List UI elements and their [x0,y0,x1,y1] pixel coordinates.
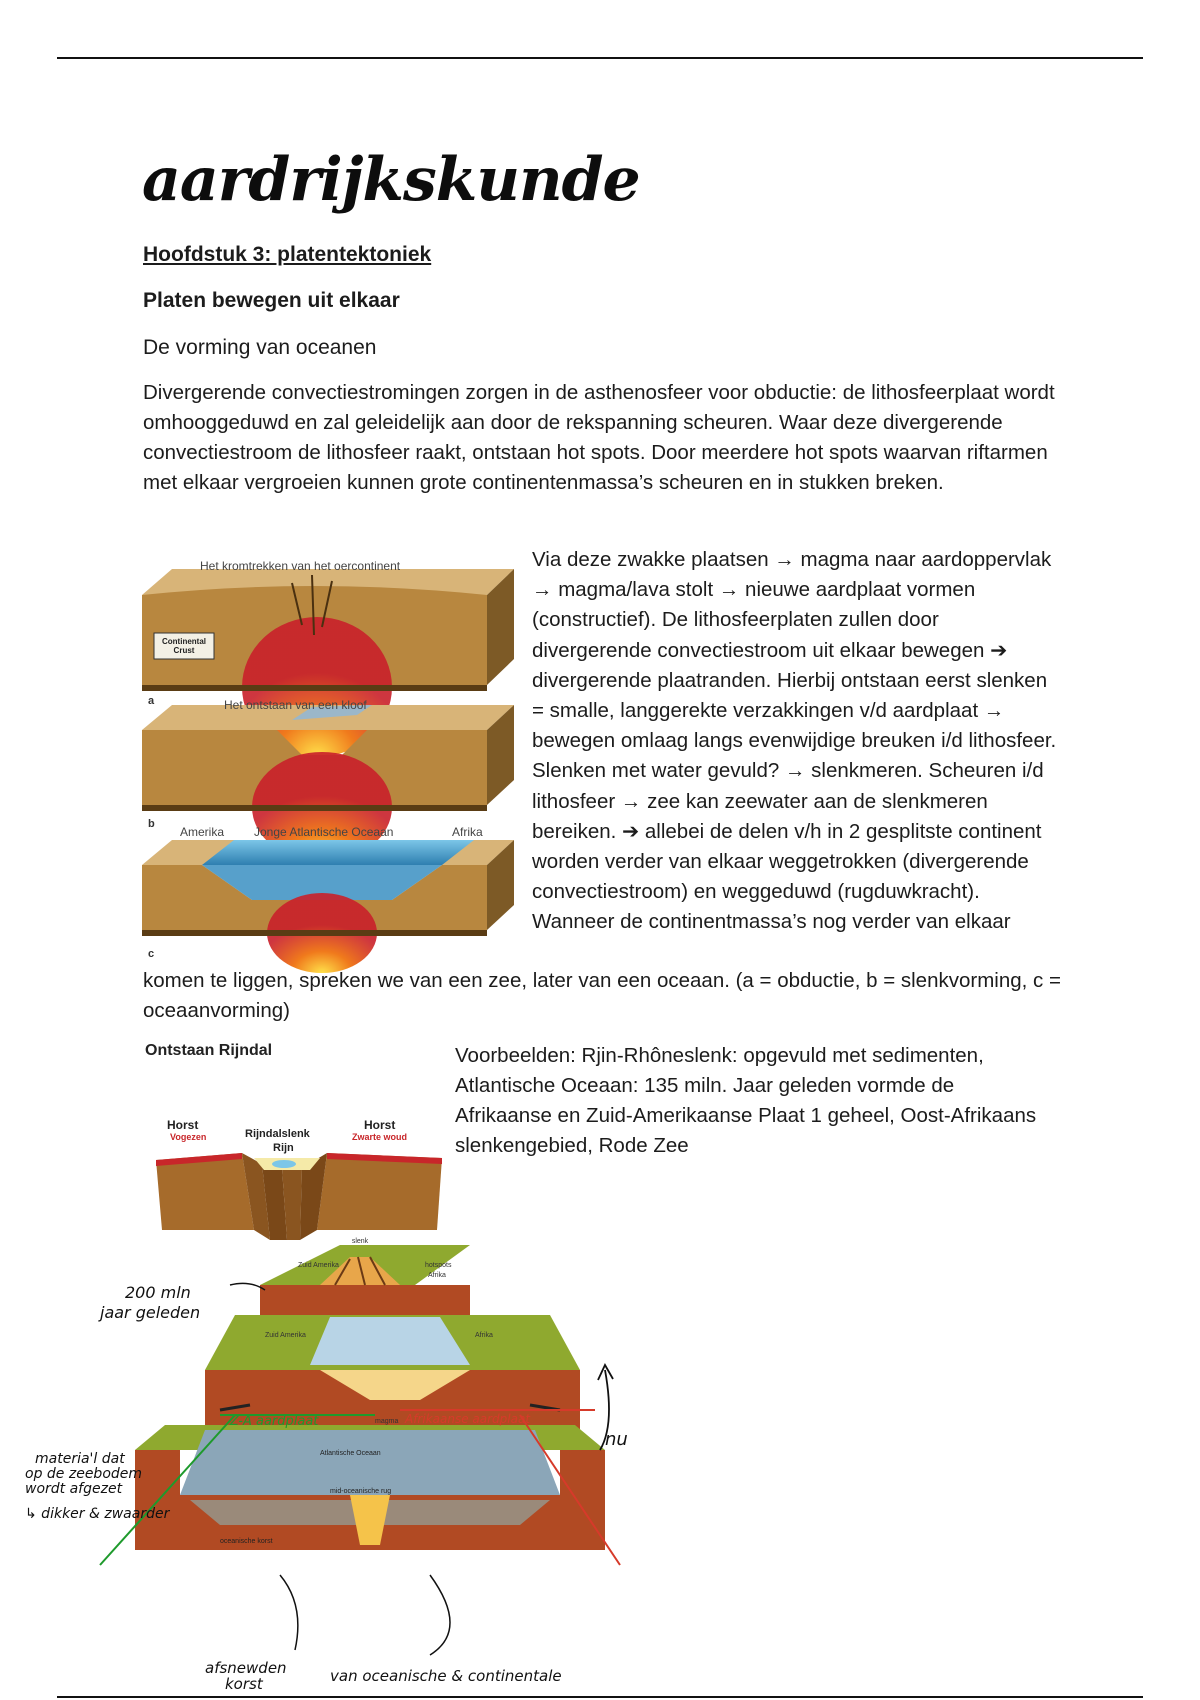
label-afrika-2: Afrika [475,1332,493,1339]
rifting-illustration [142,555,522,960]
label-slenk: slenk [351,1238,369,1245]
chapter-heading: Hoofdstuk 3: platentektoniek [143,243,432,266]
note-oceanic: van oceanische & continentale [330,1667,562,1685]
label-atlantic: Atlantische Oceaan [320,1450,381,1457]
letter-a: a [148,695,155,707]
graben-label: Rijndalslenk [245,1128,310,1140]
crust-label: Continental Crust [162,637,206,655]
label-africa: Afrika [452,825,483,839]
note-time-2: jaar geleden [100,1303,201,1322]
top-rule [57,57,1143,59]
page-title: aardrijkskunde [142,145,640,215]
label-zuid-amerika-1: Zuid Amerika [298,1262,339,1269]
section-heading: Platen bewegen uit elkaar [143,289,400,312]
label-afrika-1: Afrika [428,1272,446,1279]
rifting-paragraph-continued: komen te liggen, spreken we van een zee, later van een oceaan. (a = obductie, b = slenkvorming, c = oceaanvorming) [143,969,1061,1022]
note-material-4: ↳ dikker & zwaarder [25,1506,170,1522]
river-label: Rijn [273,1142,294,1154]
block-now [100,1410,620,1565]
label-ridge: mid-oceanische rug [330,1488,392,1495]
note-arrow-1 [230,1283,265,1290]
note-arrows-bottom [280,1575,450,1655]
subsection-heading: De vorming van oceanen [143,336,377,359]
intro-paragraph: Divergerende convectiestromingen zorgen in de asthenosfeer voor obductie: de lithosfeerplaat wordt omhooggeduwd en zal geleidelijk aan door de rekspanning scheuren. Waar deze divergerende convectiestroom de lithosfeer raakt, ontstaan hot spots. Door meerdere hot spots waarvan riftarmen met elkaar vergroeien kunnen grote continentenmassa’s scheuren en in stukken breken. [143,381,1055,494]
horst-left: Horst [167,1118,199,1132]
horst-right: Horst [364,1118,396,1132]
rijndal-title: Ontstaan Rijndal [145,1042,273,1059]
horst-left-name: Vogezen [170,1132,207,1142]
caption-a: Het kromtrekken van het oercontinent [200,559,401,573]
letter-c: c [148,948,155,960]
label-af-plate: Afrikaanse aardplaat [405,1412,531,1426]
label-young-ocean: Jonge Atlantische Oceaan [254,825,394,839]
block-c [142,840,514,973]
horst-right-name: Zwarte woud [352,1132,408,1142]
label-magma: magma [375,1418,399,1425]
label-hotspots: hotspots [425,1262,452,1269]
label-zuid-amerika-2: Zuid Amerika [265,1332,306,1339]
caption-b: Het ontstaan van een kloof [224,698,367,712]
note-now: nu [605,1429,628,1450]
rifting-figure [142,555,522,960]
note-cut-2: korst [225,1675,263,1693]
rifting-paragraph: Via deze zwakke plaatsen → magma naar aardoppervlak → magma/lava stolt → nieuwe aardplaat vormen (constructief). De lithosfeerplaten zullen door divergerende convectiestroom uit elkaar bewegen ➔ divergerende plaatranden. Hierbij ontstaan eerst slenken = smalle, langgerekte verzakkingen v/d aardplaat → bewegen omlaag langs evenwijdige breuken i/d lithosfeer. Slenken met water gevuld? → slenkmeren. Scheuren i/d lithosfeer → zee kan zeewater aan de slenkmeren bereiken. ➔ allebei de delen v/h in 2 gesplitste continent worden verder van elkaar weggetrokken (divergerende convectiestroom) en weggeduwd (rugduwkracht). Wanneer de continentmassa’s nog verder van elkaar [532,548,1057,934]
examples-paragraph: Voorbeelden: Rjin-Rhôneslenk: opgevuld met sedimenten, Atlantische Oceaan: 135 miln. Jaar geleden vormde de Afrikaanse en Zuid-Amerikaanse Plaat 1 geheel, Oost-Afrikaans slenkengebied, Rode Zee [455,1044,1037,1157]
rijndal-figure [142,1040,442,1240]
note-cut-1: afsnewden [205,1659,287,1677]
note-material-3: wordt afgezet [25,1481,123,1497]
ocean-formation-illustration [20,1238,640,1695]
label-america: Amerika [180,825,225,839]
note-time-1: 200 mln [125,1283,191,1302]
letter-b: b [148,818,155,830]
bottom-rule [57,1696,1143,1698]
ocean-formation-figure [20,1238,640,1695]
note-material-2: op de zeebodem [25,1466,143,1482]
label-za-plate: Z-A aardplaat [230,1414,319,1429]
label-oceanic-crust: oceanische korst [220,1538,273,1545]
note-material-1: materia'l dat [35,1451,125,1467]
